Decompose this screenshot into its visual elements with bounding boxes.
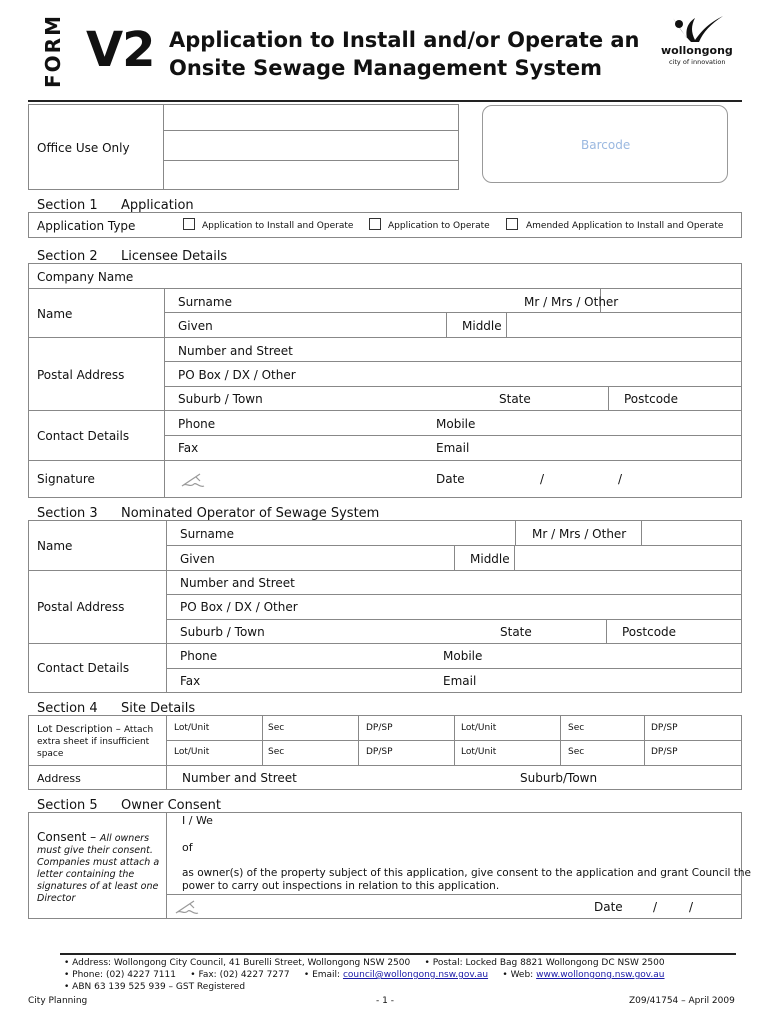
s3-email-label: Email <box>443 674 477 688</box>
s2-signature-input[interactable] <box>212 462 422 496</box>
s5-date-label: Date <box>594 900 623 914</box>
s5-statement-line1: as owner(s) of the property subject of this application, give consent to the application and grant Council the <box>182 867 751 879</box>
section5-number: Section 5 <box>37 798 98 813</box>
lot-col4-row1: Lot/Unit <box>461 723 497 733</box>
s2-middle-label: Middle <box>462 319 502 333</box>
s2-signature-label: Signature <box>37 472 95 486</box>
s5-signature-input[interactable] <box>206 896 586 918</box>
wollongong-logo: wollongong city of innovation <box>655 14 735 70</box>
s5-date-slash1: / <box>653 900 658 914</box>
s3-middle-label: Middle <box>470 552 510 566</box>
s2-postcode-label: Postcode <box>624 392 679 406</box>
form-label: FORM <box>41 14 65 88</box>
s2-email-label: Email <box>436 441 470 455</box>
s2-fax-label: Fax <box>178 441 199 455</box>
wollongong-logo-icon <box>655 14 735 44</box>
s3-title-label: Mr / Mrs / Other <box>532 527 627 541</box>
lot-col1-row2: Lot/Unit <box>174 747 210 757</box>
signature-pen-icon <box>174 899 200 921</box>
s2-postal-label: Postal Address <box>37 368 125 382</box>
barcode-label: Barcode <box>581 138 631 152</box>
footer-page: - 1 - <box>376 996 394 1006</box>
application-type-label: Application Type <box>37 219 136 233</box>
s3-postal-label: Postal Address <box>37 600 125 614</box>
lot-col6-row1: DP/SP <box>651 723 678 733</box>
lot-col4-row2: Lot/Unit <box>461 747 497 757</box>
s5-date-slash2: / <box>689 900 694 914</box>
form-title-line2: Onsite Sewage Management System <box>169 56 602 80</box>
s3-contact-label: Contact Details <box>37 661 130 675</box>
s2-state-label: State <box>499 392 531 406</box>
s2-phone-label: Phone <box>178 417 216 431</box>
option-install-operate-checkbox[interactable] <box>183 218 195 230</box>
lot-col3-row2: DP/SP <box>366 747 393 757</box>
s3-street-label: Number and Street <box>180 576 295 590</box>
s2-title-label: Mr / Mrs / Other <box>524 295 619 309</box>
s3-suburb-label: Suburb / Town <box>180 625 265 639</box>
header-rule <box>28 100 742 102</box>
s2-contact-label: Contact Details <box>37 429 130 443</box>
lot-col5-row1: Sec <box>568 723 585 733</box>
lot-description-label: Lot Description – Attach extra sheet if insufficient space <box>37 724 154 759</box>
lot-col3-row1: DP/SP <box>366 723 393 733</box>
s3-surname-label: Surname <box>180 527 234 541</box>
signature-pen-icon <box>180 472 206 494</box>
s2-company-label: Company Name <box>37 270 134 284</box>
office-use-field[interactable] <box>163 104 459 190</box>
form-code: V2 <box>86 22 155 78</box>
section3-title: Nominated Operator of Sewage System <box>121 506 380 521</box>
footer-contact: • Address: Wollongong City Council, 41 Burelli Street, Wollongong NSW 2500 • Postal: Locked Bag 8821 Wollongong DC NSW 2500 • Phone: (02) 4227 7111 • Fax: (02) 4227 7277 • Email: council@wollongong.nsw.gov.au • Web: www.wollongong.nsw.gov.au • ABN 63 139 525 939 – GST Registered <box>64 958 665 992</box>
s2-given-label: Given <box>178 319 213 333</box>
option-install-operate-label: Application to Install and Operate <box>202 221 354 231</box>
s2-suburb-label: Suburb / Town <box>178 392 263 406</box>
s2-mobile-label: Mobile <box>436 417 476 431</box>
s3-state-label: State <box>500 625 532 639</box>
lot-col2-row2: Sec <box>268 747 285 757</box>
lot-col2-row1: Sec <box>268 723 285 733</box>
s3-fax-label: Fax <box>180 674 201 688</box>
option-amended-label: Amended Application to Install and Operate <box>526 221 724 231</box>
lot-col6-row2: DP/SP <box>651 747 678 757</box>
footer-email-link[interactable]: council@wollongong.nsw.gov.au <box>342 970 489 980</box>
footer-dept: City Planning <box>28 996 88 1006</box>
s3-pobox-label: PO Box / DX / Other <box>180 600 298 614</box>
s4-suburb-label: Suburb/Town <box>520 771 598 785</box>
option-operate-label: Application to Operate <box>388 221 490 231</box>
section4-number: Section 4 <box>37 701 98 716</box>
s4-street-label: Number and Street <box>182 771 297 785</box>
section1-title: Application <box>121 198 194 213</box>
lot-col1-row1: Lot/Unit <box>174 723 210 733</box>
s2-date-slash1: / <box>540 472 545 486</box>
s2-surname-label: Surname <box>178 295 232 309</box>
option-amended-checkbox[interactable] <box>506 218 518 230</box>
s5-iwe-label: I / We <box>182 814 213 827</box>
s2-company-input[interactable] <box>164 264 741 288</box>
consent-label: Consent – All owners must give their consent. Companies must attach a letter containing the signatures of at least one Director <box>37 830 160 904</box>
footer-rule <box>60 953 736 955</box>
s2-date-label: Date <box>436 472 465 486</box>
s3-name-label: Name <box>37 539 73 553</box>
s4-address-label: Address <box>37 772 81 785</box>
s2-date-slash2: / <box>618 472 623 486</box>
s2-street-label: Number and Street <box>178 344 293 358</box>
section5-title: Owner Consent <box>121 798 221 813</box>
section3-number: Section 3 <box>37 506 98 521</box>
section1-number: Section 1 <box>37 198 98 213</box>
form-title-line1: Application to Install and/or Operate an <box>169 28 640 52</box>
s3-mobile-label: Mobile <box>443 649 483 663</box>
office-use-label: Office Use Only <box>37 141 130 155</box>
s5-statement-line2: power to carry out inspections in relation to this application. <box>182 880 500 892</box>
section4-title: Site Details <box>121 701 196 716</box>
s5-of-label: of <box>182 841 193 854</box>
option-operate-checkbox[interactable] <box>369 218 381 230</box>
s3-postcode-label: Postcode <box>622 625 677 639</box>
footer-ref: Z09/41754 – April 2009 <box>629 996 735 1006</box>
s2-name-label: Name <box>37 307 73 321</box>
s3-given-label: Given <box>180 552 215 566</box>
lot-col5-row2: Sec <box>568 747 585 757</box>
section2-number: Section 2 <box>37 249 98 264</box>
s3-phone-label: Phone <box>180 649 218 663</box>
s2-pobox-label: PO Box / DX / Other <box>178 368 296 382</box>
footer-web-link[interactable]: www.wollongong.nsw.gov.au <box>536 970 665 980</box>
section2-title: Licensee Details <box>121 249 228 264</box>
